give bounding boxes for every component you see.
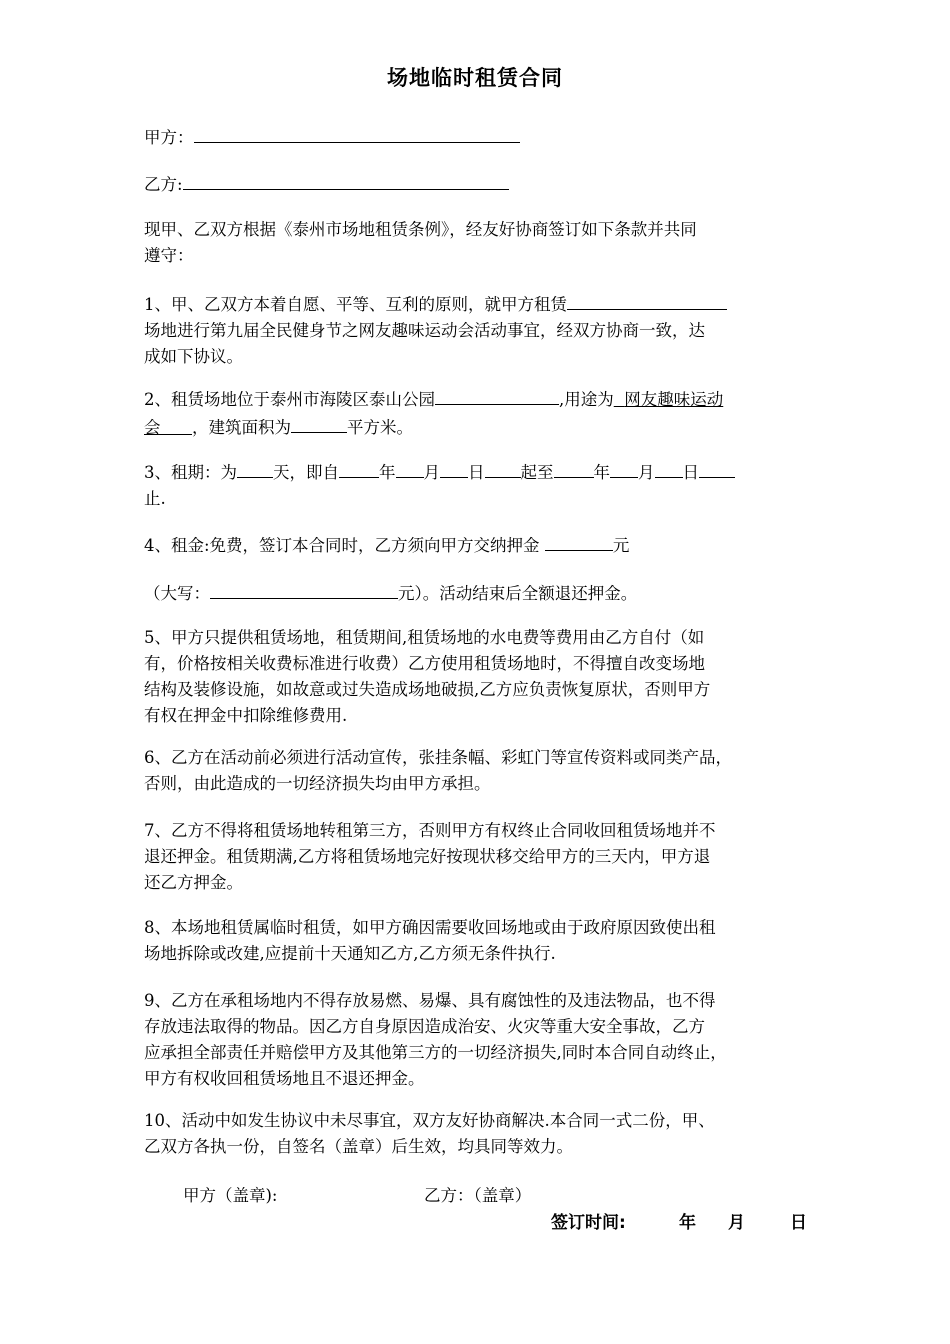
clause-line: 9、乙方在承租场地内不得存放易燃、易爆、具有腐蚀性的及违法物品，也不得: [144, 991, 716, 1010]
document-title: 场地临时租赁合同: [387, 66, 563, 90]
clause-3: [144, 458, 814, 512]
intro-line: 遵守：: [144, 246, 194, 265]
clause-text: 3、租期：为: [144, 463, 237, 482]
clause-text: 月: [638, 463, 655, 482]
party-a-label: 甲方：: [144, 128, 194, 147]
purpose-text: 会: [144, 418, 161, 437]
clause-line: 5、甲方只提供租赁场地，租赁期间,租赁场地的水电费等费用由乙方自付（如: [144, 628, 705, 647]
clause-1: [144, 290, 814, 370]
party-b-seal: 乙方：（盖章）: [424, 1186, 532, 1205]
clause-line: 否则，由此造成的一切经济损失均由甲方承担。: [144, 774, 491, 793]
clause-text: 年: [379, 463, 396, 482]
sign-time-label: 签订时间:: [551, 1213, 626, 1233]
clause-line: 10、活动中如发生协议中未尽事宜，双方友好协商解决.本合同一式二份，甲、: [144, 1111, 715, 1130]
intro-paragraph: [144, 217, 814, 269]
party-b-blank: [183, 170, 509, 190]
party-a-blank: [194, 123, 520, 143]
clause-text: 天，即自: [273, 463, 339, 482]
purpose-value: [614, 390, 724, 409]
clause-line: [144, 458, 814, 486]
end-blank: [699, 458, 735, 478]
clause-6: [144, 745, 814, 797]
sign-year-label: 年: [679, 1213, 696, 1233]
start-year-blank: [339, 458, 379, 478]
clause-line: 场地拆除或改建,应提前十天通知乙方,乙方须无条件执行.: [144, 944, 556, 963]
start-blank: [485, 458, 521, 478]
clause-line: 有权在押金中扣除维修费用.: [144, 706, 348, 725]
start-day-blank: [440, 458, 468, 478]
clause-text: ，建筑面积为: [191, 418, 291, 437]
clause-10: [144, 1108, 814, 1160]
end-year-blank: [554, 458, 594, 478]
clause-line: 止.: [144, 489, 166, 508]
clause-text: 2、租赁场地位于泰州市海陵区泰山公园: [144, 390, 435, 409]
clause-text: 月: [423, 463, 440, 482]
venue-blank: [567, 290, 727, 310]
clause-text: ,用途为: [559, 390, 614, 409]
deposit-words-blank: [210, 579, 398, 599]
clause-text: 1、甲、乙双方本着自愿、平等、互利的原则，就甲方租赁: [144, 295, 567, 314]
clause-4-daxie: [144, 579, 814, 607]
clause-text: （大写：: [144, 584, 210, 603]
clause-line: [144, 413, 814, 441]
start-month-blank: [396, 458, 424, 478]
purpose-value: [144, 418, 192, 437]
clause-text: 元）。活动结束后全额退还押金。: [398, 584, 638, 603]
clause-text: 日: [468, 463, 485, 482]
clause-text: 平方米。: [346, 418, 413, 437]
clause-text: 起至: [520, 463, 554, 482]
clause-text: 日: [682, 463, 699, 482]
end-month-blank: [610, 458, 638, 478]
clause-text: 4、租金:免费，签订本合同时，乙方须向甲方交纳押金: [144, 536, 540, 555]
clause-text: 年: [593, 463, 610, 482]
days-blank: [237, 458, 273, 478]
clause-line: 退还押金。租赁期满,乙方将租赁场地完好按现状移交给甲方的三天内，甲方退: [144, 847, 711, 866]
deposit-blank: [545, 531, 613, 551]
clause-line: 还乙方押金。: [144, 873, 243, 892]
clause-7: [144, 818, 814, 896]
clause-2: [144, 385, 814, 441]
sign-day-label: 日: [790, 1213, 807, 1233]
party-b-line: [144, 170, 814, 198]
clause-8: [144, 915, 814, 967]
clause-line: [144, 290, 814, 318]
clause-line: 结构及装修设施，如故意或过失造成场地破损,乙方应负责恢复原状，否则甲方: [144, 680, 711, 699]
party-a-line: [144, 123, 814, 151]
clause-line: 6、乙方在活动前必须进行活动宣传，张挂条幅、彩虹门等宣传资料或同类产品，: [144, 748, 732, 767]
clause-line: 存放违法取得的物品。因乙方自身原因造成治安、火灾等重大安全事故，乙方: [144, 1017, 705, 1036]
clause-line: 乙双方各执一份，自签名（盖章）后生效，均具同等效力。: [144, 1137, 573, 1156]
clause-text: 元: [612, 536, 630, 555]
sign-month-label: 月: [728, 1213, 745, 1233]
location-blank: [435, 385, 559, 405]
clause-line: [144, 385, 814, 413]
clause-line: 成如下协议。: [144, 347, 243, 366]
clause-9: [144, 988, 814, 1092]
clause-5: [144, 625, 814, 729]
party-b-label: 乙方:: [144, 175, 183, 194]
party-a-seal: 甲方（盖章):: [183, 1186, 278, 1205]
purpose-text: 网友趣味运动: [624, 390, 724, 409]
clause-4: [144, 531, 814, 559]
clause-line: 甲方有权收回租赁场地且不退还押金。: [144, 1069, 425, 1088]
area-blank: [291, 413, 347, 433]
clause-line: 场地进行第九届全民健身节之网友趣味运动会活动事宜，经双方协商一致，达: [144, 321, 705, 340]
clause-line: 有，价格按相关收费标准进行收费）乙方使用租赁场地时，不得擅自改变场地: [144, 654, 705, 673]
clause-line: 7、乙方不得将租赁场地转租第三方，否则甲方有权终止合同收回租赁场地并不: [144, 821, 716, 840]
end-day-blank: [655, 458, 683, 478]
intro-line: 现甲、乙双方根据《泰州市场地租赁条例》，经友好协商签订如下条款并共同: [144, 220, 697, 239]
clause-line: 8、本场地租赁属临时租赁，如甲方确因需要收回场地或由于政府原因致使出租: [144, 918, 716, 937]
clause-line: 应承担全部责任并赔偿甲方及其他第三方的一切经济损失,同时本合同自动终止，: [144, 1043, 727, 1062]
